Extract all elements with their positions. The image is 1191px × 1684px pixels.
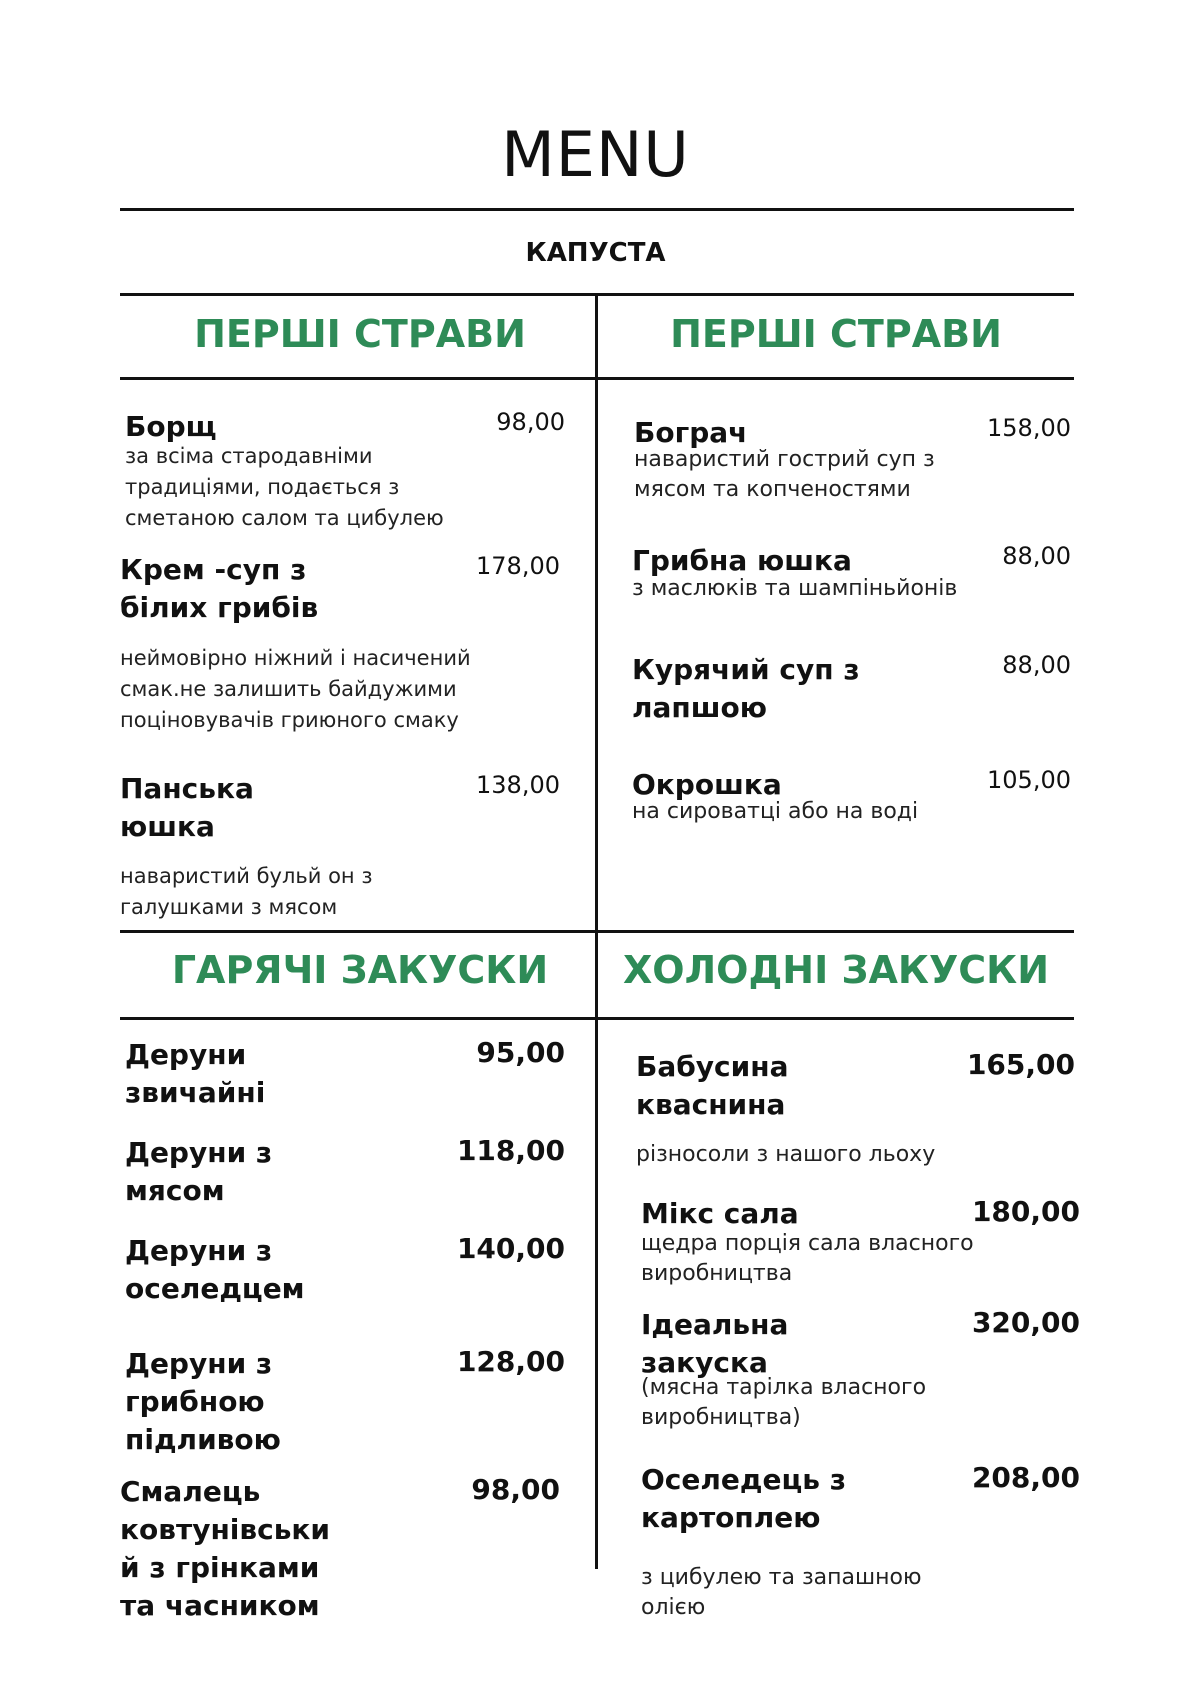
item-price: 138,00	[476, 771, 560, 799]
item-price: 178,00	[476, 552, 560, 580]
section-heading-first-courses-right: ПЕРШІ СТРАВИ	[670, 312, 1002, 356]
divider	[120, 377, 1074, 380]
divider	[120, 930, 1074, 933]
item-price: 88,00	[1002, 651, 1071, 679]
item-description: (мясна тарілка власного виробництва)	[641, 1375, 927, 1430]
item-name: Борщ	[125, 410, 217, 443]
item-name: Деруни з мясом	[125, 1136, 273, 1207]
item-description: з маслюків та шампіньйонів	[632, 576, 958, 601]
item-price: 140,00	[456, 1232, 565, 1265]
item-description: неймовірно ніжний і насичений смак.не залишить байдужими поціновувачів гриюного смаку	[120, 646, 471, 732]
item-price: 88,00	[1002, 542, 1071, 570]
item-description: на сироватці або на воді	[632, 799, 919, 824]
item-price: 118,00	[456, 1134, 565, 1167]
item-description: щедра порція сала власного виробництва	[641, 1231, 974, 1286]
item-price: 180,00	[971, 1195, 1080, 1228]
item-price: 320,00	[971, 1306, 1080, 1339]
section-heading-first-courses-left: ПЕРШІ СТРАВИ	[194, 312, 526, 356]
item-price: 105,00	[987, 766, 1071, 794]
item-name: Деруни звичайні	[125, 1038, 266, 1109]
item-description: наваристий гострий суп з мясом та копченостями	[634, 447, 935, 502]
item-price: 208,00	[971, 1461, 1080, 1494]
item-price: 95,00	[476, 1036, 565, 1069]
item-price: 158,00	[987, 414, 1071, 442]
item-name: Деруни з оселедцем	[125, 1234, 305, 1305]
section-heading-cold-appetizers: ХОЛОДНІ ЗАКУСКИ	[623, 948, 1049, 992]
item-description: різносоли з нашого льоху	[636, 1142, 936, 1167]
item-name: Смалець ковтунівськи й з грінками та часником	[120, 1475, 331, 1622]
item-name: Ідеальна закуска	[641, 1308, 789, 1379]
item-price: 98,00	[471, 1473, 560, 1506]
item-price: 98,00	[496, 408, 565, 436]
item-price: 165,00	[966, 1048, 1075, 1081]
item-name: Оселедець з картоплею	[641, 1463, 846, 1534]
restaurant-name: КАПУСТА	[525, 238, 666, 268]
item-name: Мікс сала	[641, 1197, 799, 1230]
item-name: Крем -суп з білих грибів	[120, 553, 319, 624]
item-name: Окрошка	[632, 768, 782, 801]
item-name: Панська юшка	[120, 772, 254, 843]
item-description: з цибулею та запашною олією	[641, 1565, 922, 1620]
section-heading-hot-appetizers: ГАРЯЧІ ЗАКУСКИ	[171, 948, 549, 992]
item-name: Грибна юшка	[632, 544, 852, 577]
item-name: Деруни з грибною підливою	[125, 1347, 281, 1456]
divider	[120, 208, 1074, 211]
divider	[120, 1017, 1074, 1020]
item-name: Курячий суп з лапшою	[632, 653, 860, 724]
item-description: за всіма стародавніми традиціями, подається з сметаною салом та цибулею	[125, 444, 444, 530]
page-title: MENU	[501, 118, 690, 191]
item-name: Бограч	[634, 416, 748, 449]
item-description: наваристий бульй он з галушками з мясом	[120, 864, 373, 919]
item-name: Бабусина кваснина	[636, 1050, 789, 1121]
item-price: 128,00	[456, 1345, 565, 1378]
